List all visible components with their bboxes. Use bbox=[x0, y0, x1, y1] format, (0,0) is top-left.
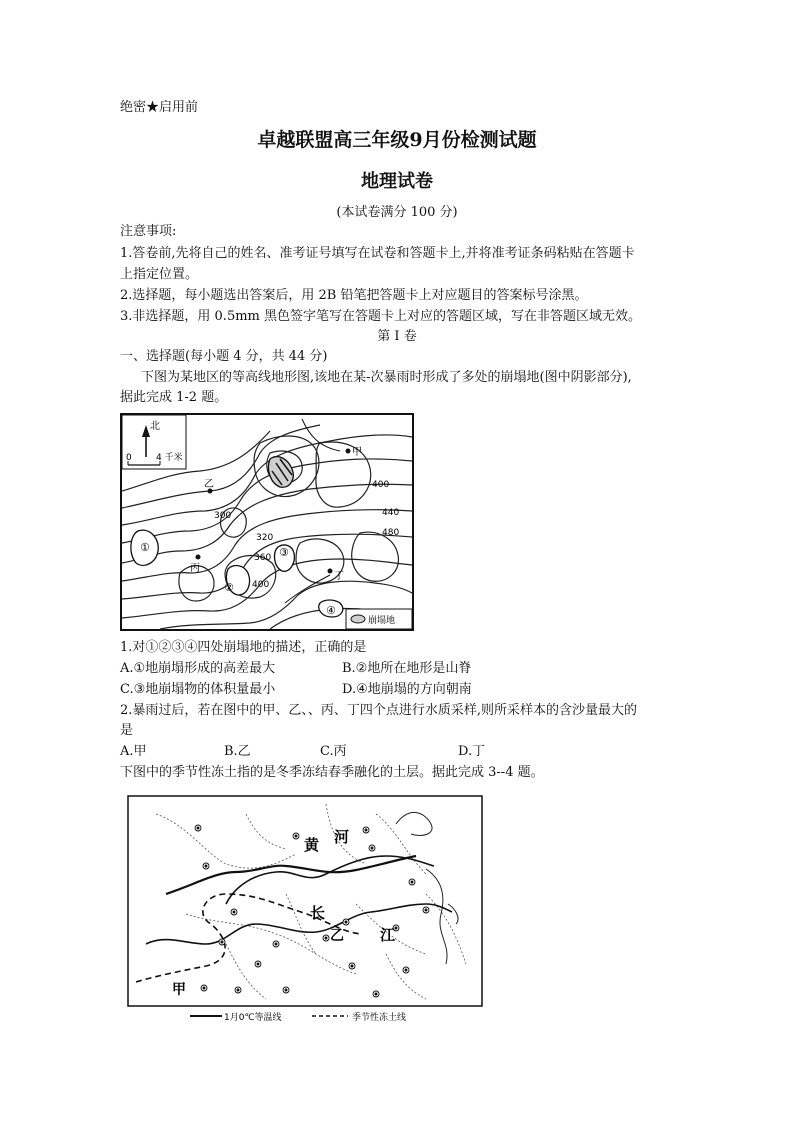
q2-stem-line-1: 2.暴雨过后，若在图中的甲、乙、、丙、丁四个点进行水质采样,则所采样本的含沙量最大的 bbox=[120, 703, 638, 718]
q2-option-b: B.乙 bbox=[224, 744, 251, 759]
place-jia: 甲 bbox=[352, 447, 362, 458]
volume-label: 第 I 卷 bbox=[377, 329, 417, 344]
notice-heading: 注意事项: bbox=[120, 224, 177, 239]
q2-option-a: A.甲 bbox=[120, 744, 147, 759]
site-1: ① bbox=[140, 541, 150, 554]
north-label: 北 bbox=[150, 421, 160, 432]
notice-item-1a: 1.答卷前,先将自己的姓名、准考证号填写在试卷和答题卡上,并将准考证条码粘贴在答题卡 bbox=[120, 246, 635, 261]
q2-option-d: D.丁 bbox=[458, 744, 486, 759]
contour-440: 440 bbox=[382, 508, 400, 518]
site-3: ③ bbox=[279, 546, 289, 559]
q2-option-c: C.丙 bbox=[320, 744, 347, 759]
place-ding: 丁 bbox=[334, 571, 344, 582]
legend-frozen-soil: 季节性冻土线 bbox=[352, 1013, 407, 1022]
contour-320: 320 bbox=[256, 533, 274, 543]
place-yi-map2: 乙 bbox=[330, 928, 344, 944]
q3-intro: 下图中的季节性冻土指的是冬季冻结春季融化的土层。据此完成 3--4 题。 bbox=[120, 765, 544, 780]
subject-title: 地理试卷 bbox=[361, 171, 433, 192]
notice-item-3: 3.非选择题，用 0.5mm 黑色签字笔写在答题卡上对应的答题区域，写在非答题区域无效。 bbox=[120, 309, 641, 324]
scale-label: 4 千米 bbox=[156, 453, 183, 463]
river-chang: 长 bbox=[310, 904, 326, 922]
contour-360: 360 bbox=[254, 553, 272, 563]
intro-line-1: 下图为某地区的等高线地形图,该地在某-次暴雨时形成了多处的崩塌地(图中阴影部分), bbox=[141, 370, 632, 385]
exam-title: 卓越联盟高三年级9月份检测试题 bbox=[257, 129, 537, 151]
river-he: 河 bbox=[334, 828, 350, 846]
q1-option-d: D.④地崩塌的方向朝南 bbox=[342, 682, 472, 697]
river-jiang: 江 bbox=[380, 926, 396, 944]
q1-option-c: C.③地崩塌物的体积量最小 bbox=[120, 682, 276, 697]
q1-option-b: B.②地所在地形是山脊 bbox=[342, 661, 472, 676]
contour-map bbox=[120, 413, 414, 631]
scale-zero: 0 bbox=[126, 453, 132, 463]
contour-480: 480 bbox=[382, 528, 400, 538]
legend-isotherm: 1月0℃等温线 bbox=[224, 1013, 282, 1022]
contour-300: 300 bbox=[214, 511, 232, 521]
score-note: (本试卷满分 100 分) bbox=[336, 205, 458, 220]
q1-option-a: A.①地崩塌形成的高差最大 bbox=[120, 661, 276, 676]
legend-collapse: 崩塌地 bbox=[368, 616, 396, 626]
intro-line-2: 据此完成 1-2 题。 bbox=[120, 390, 228, 405]
site-2: ② bbox=[224, 581, 234, 594]
place-yi: 乙 bbox=[204, 479, 214, 490]
section-title: 一、选择题(每小题 4 分，共 44 分) bbox=[120, 349, 328, 364]
place-bing: 丙 bbox=[190, 563, 200, 574]
place-jia-map2: 甲 bbox=[172, 982, 186, 998]
contour-400-east: 400 bbox=[372, 480, 390, 490]
notice-item-2: 2.选择题，每小题选出答案后，用 2B 铅笔把答题卡上对应题目的答案标号涂黑。 bbox=[120, 288, 588, 303]
frozen-soil-map bbox=[126, 794, 484, 1022]
river-huang: 黄 bbox=[304, 836, 320, 854]
secret-label: 绝密★启用前 bbox=[120, 100, 199, 115]
q2-stem-line-2: 是 bbox=[120, 723, 134, 738]
site-4: ④ bbox=[326, 604, 336, 617]
contour-400-south: 400 bbox=[252, 580, 270, 590]
q1-stem: 1.对①②③④四处崩塌地的描述，正确的是 bbox=[120, 640, 367, 655]
notice-item-1b: 上指定位置。 bbox=[120, 267, 199, 282]
